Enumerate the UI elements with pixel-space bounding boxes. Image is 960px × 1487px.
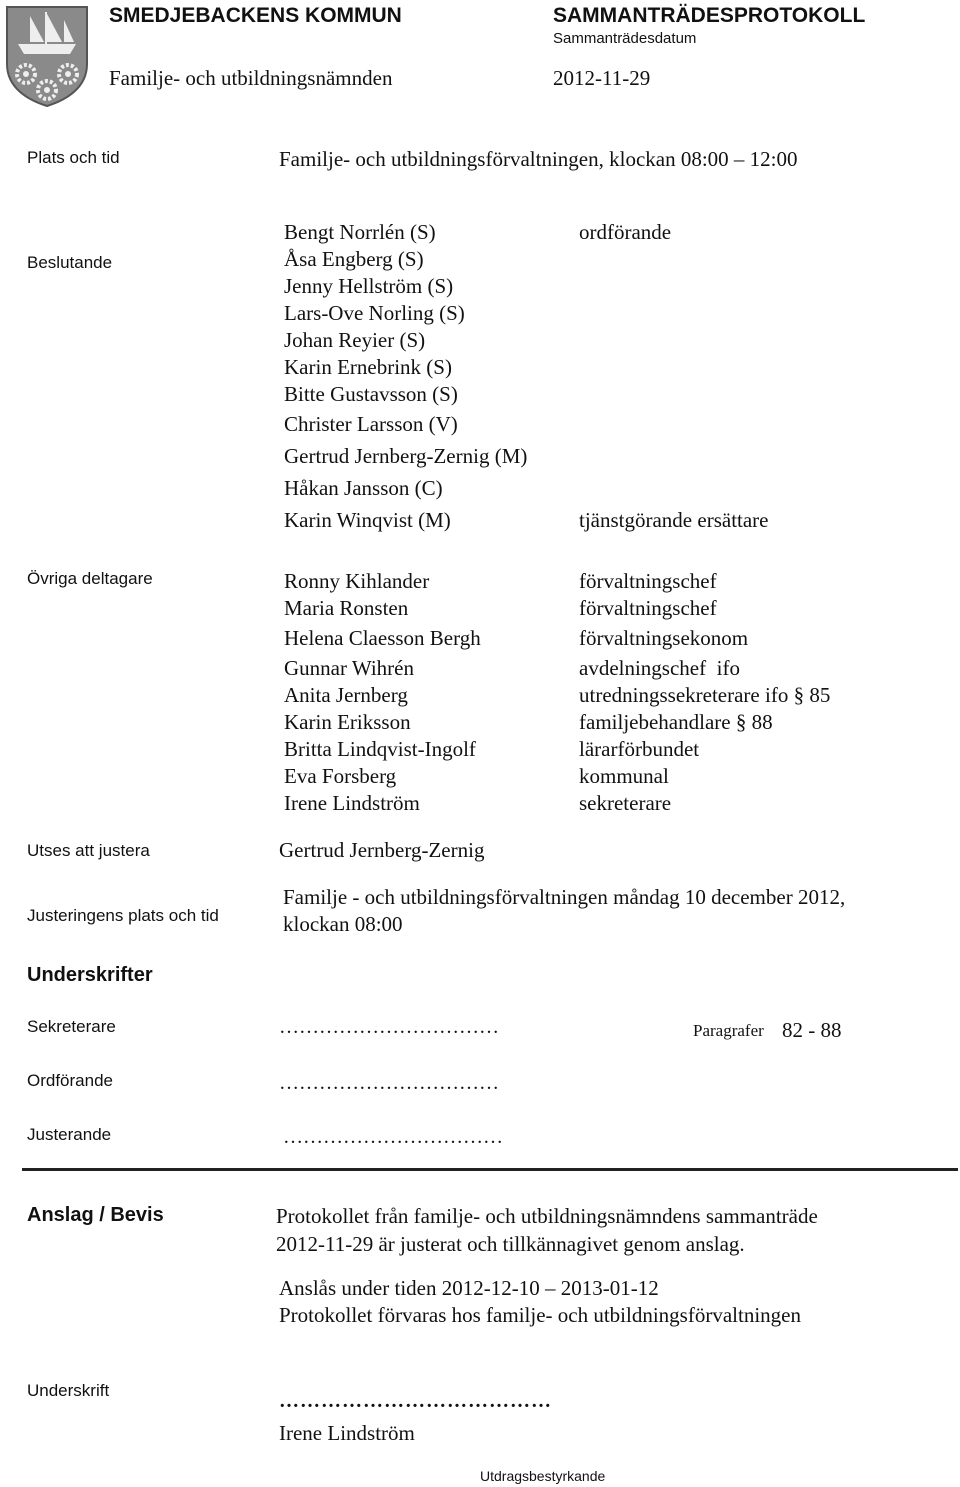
participant-role: familjebehandlare § 88 [579,710,773,734]
place-value: Familje- och utbildningsförvaltningen, klockan 08:00 – 12:00 [279,147,798,171]
participant-role: avdelningschef ifo [579,656,740,680]
paragraphs-label: Paragrafer [693,1021,764,1040]
participant-role: lärarförbundet [579,737,700,761]
member-name: Karin Ernebrink (S) [284,355,452,379]
org-name: SMEDJEBACKENS KOMMUN [109,4,402,27]
chair-label: Ordförande [27,1071,113,1090]
member-name: Karin Winqvist (M) [284,508,451,532]
member-name: Bengt Norrlén (S) [284,220,436,244]
participant-name: Karin Eriksson [284,710,411,734]
participant-name: Maria Ronsten [284,596,409,620]
participant-role: sekreterare [579,791,672,815]
participant-name: Gunnar Wihrén [284,656,414,680]
member-name: Lars-Ove Norling (S) [284,301,465,325]
member-name: Jenny Hellström (S) [284,274,454,298]
signer-name: Irene Lindström [279,1421,415,1445]
member-name: Bitte Gustavsson (S) [284,382,458,406]
committee-name: Familje- och utbildningsnämnden [109,66,393,90]
adjust-place-line2: klockan 08:00 [283,912,403,936]
certifier-label: Utdragsbestyrkande [480,1468,606,1484]
participant-name: Anita Jernberg [284,683,408,707]
member-name: Åsa Engberg (S) [284,247,424,271]
member-name: Håkan Jansson (C) [284,476,443,500]
meeting-date: 2012-11-29 [553,66,651,90]
participant-role: förvaltningschef [579,596,717,620]
notice-posted-period: Anslås under tiden 2012-12-10 – 2013-01-12 [279,1276,659,1300]
document-type: SAMMANTRÄDESPROTOKOLL [553,4,866,27]
member-role: tjänstgörande ersättare [579,508,769,532]
member-name: Johan Reyier (S) [284,328,426,352]
participant-role: förvaltningsekonom [579,626,749,650]
coat-of-arms-logo [4,4,90,108]
secretary-label: Sekreterare [27,1017,116,1036]
paragraphs-value: 82 - 88 [782,1018,842,1042]
participant-name: Eva Forsberg [284,764,397,788]
adjuster-name: Gertrud Jernberg-Zernig [279,838,485,862]
municipal-coat-of-arms-icon [4,4,90,108]
participant-role: förvaltningschef [579,569,717,593]
date-label: Sammanträdesdatum [553,30,697,47]
secretary-signature-line: …………………………… [279,1016,499,1038]
participant-name: Irene Lindström [284,791,420,815]
place-label: Plats och tid [27,148,120,167]
signature-label: Underskrift [27,1381,110,1400]
adjust-place-label: Justeringens plats och tid [27,906,219,925]
participant-name: Ronny Kihlander [284,569,430,593]
deciding-label: Beslutande [27,253,113,272]
notice-kept-at: Protokollet förvaras hos familje- och utbildningsförvaltningen [279,1303,801,1327]
participant-name: Britta Lindqvist-Ingolf [284,737,476,761]
adjuster-sign-label: Justerande [27,1125,112,1144]
participant-role: kommunal [579,764,669,788]
signatures-heading: Underskrifter [27,964,153,986]
section-divider [22,1168,958,1171]
footer-signature-line: ………………………………… [279,1390,552,1412]
notice-text-line1: Protokollet från familje- och utbildningsnämndens sammanträde [276,1204,818,1228]
member-role: ordförande [579,220,672,244]
member-name: Gertrud Jernberg-Zernig (M) [284,444,528,468]
adjuster-label: Utses att justera [27,841,150,860]
notice-text-line2: 2012-11-29 är justerat och tillkännagivet genom anslag. [276,1232,745,1256]
others-label: Övriga deltagare [27,569,153,588]
adjust-place-line1: Familje - och utbildningsförvaltningen måndag 10 december 2012, [283,885,846,909]
participant-role: utredningssekreterare ifo § 85 [579,683,831,707]
adjuster-signature-line: …………………………… [283,1126,503,1148]
participant-name: Helena Claesson Bergh [284,626,481,650]
notice-heading: Anslag / Bevis [27,1204,164,1226]
member-name: Christer Larsson (V) [284,412,458,436]
chair-signature-line: …………………………… [279,1072,499,1094]
